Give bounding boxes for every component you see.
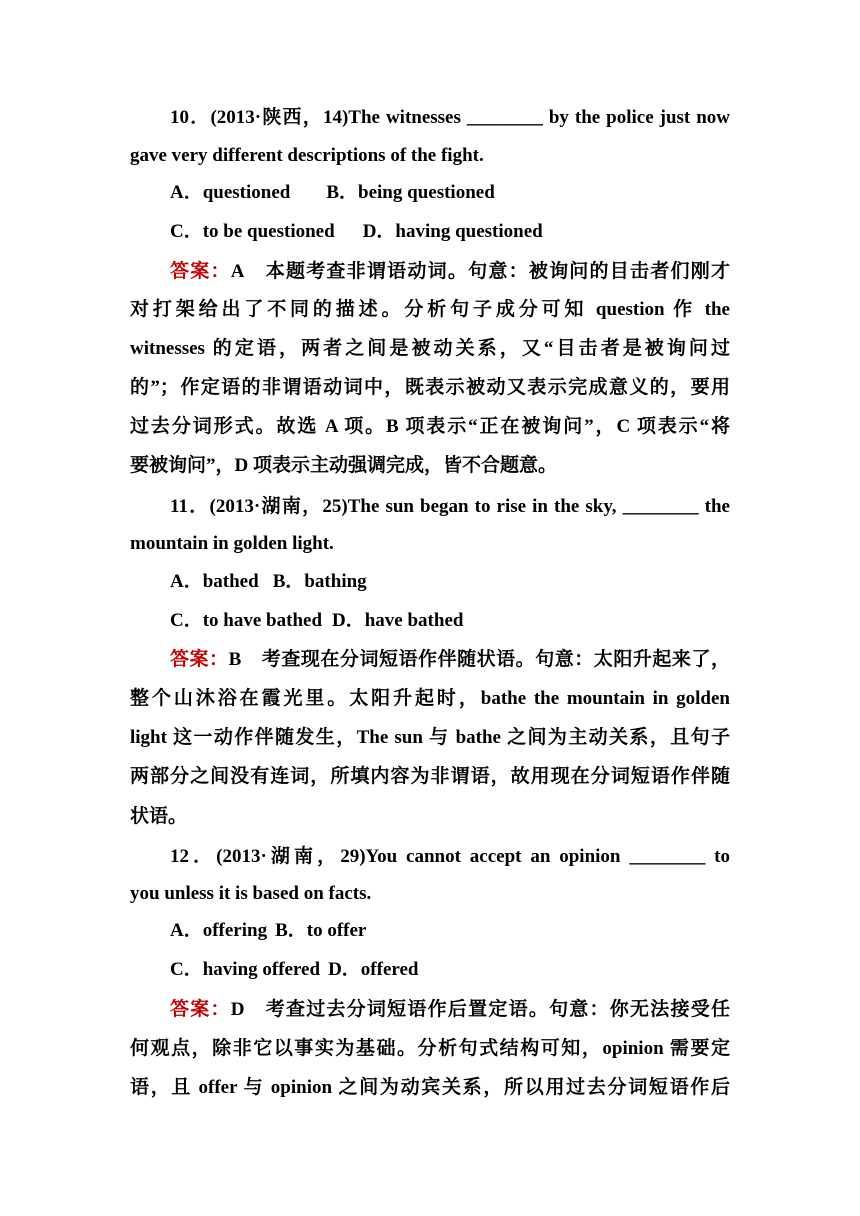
question-11-stem-line-1: 11．(2013·湖南，25)The sun began to rise in the sky, ________ the	[170, 496, 730, 517]
question-10-options-ab	[170, 180, 730, 206]
option-a: A．offering	[170, 920, 268, 941]
answer-label: 答案：	[170, 649, 229, 670]
question-10-stem-line-2: gave very different descriptions of the fight.	[130, 145, 484, 166]
question-11-explanation-line: 整个山沐浴在霞光里。太阳升起时，bathe the mountain in golden	[130, 688, 730, 709]
explanation-text: 本题考查非谓语动词。句意：被询问的目击者们刚才	[264, 261, 730, 282]
option-b: B．to offer	[275, 920, 367, 941]
question-10-stem-line-1: 10．(2013·陕西，14)The witnesses ________ by the police just now	[170, 107, 730, 128]
answer-letter: A	[230, 261, 245, 282]
question-12-stem-line-1: 12．(2013·湖南，29)You cannot accept an opinion ________ to	[170, 846, 730, 867]
question-11-options-cd	[170, 608, 730, 634]
option-a: A．questioned	[170, 182, 291, 203]
answer-label: 答案：	[170, 261, 231, 282]
option-b: B．bathing	[272, 571, 367, 592]
explanation-text: 考查现在分词短语作伴随状语。句意：太阳升起来了，	[261, 649, 730, 670]
question-12-explanation-line: 何观点，除非它以事实为基础。分析句式结构可知，opinion 需要定	[130, 1038, 730, 1059]
option-d: D．having questioned	[362, 221, 543, 242]
question-11-answer-line-1	[170, 647, 730, 673]
option-d: D．have bathed	[332, 610, 464, 631]
answer-letter: B	[228, 649, 242, 670]
question-11-options-ab	[170, 569, 730, 595]
question-11-explanation-line: 两部分之间没有连词，所填内容为非谓语，故用现在分词短语作伴随	[130, 766, 730, 787]
question-10-explanation-line: witnesses 的定语，两者之间是被动关系，又“目击者是被询问过	[130, 338, 730, 359]
option-d: D．offered	[328, 959, 419, 980]
option-c: C．to have bathed	[170, 610, 323, 631]
question-10-explanation-line: 过去分词形式。故选 A 项。B 项表示“正在被询问”，C 项表示“将	[130, 416, 730, 437]
question-10-explanation-line: 的”；作定语的非谓语动词中，既表示被动又表示完成意义的，要用	[130, 377, 730, 398]
question-12-answer-line-1	[170, 997, 730, 1023]
option-c: C．to be questioned	[170, 221, 335, 242]
question-10-options-cd	[170, 219, 730, 245]
option-c: C．having offered	[170, 959, 321, 980]
question-11-explanation-line: 状语。	[130, 806, 188, 827]
question-11-stem-line-2: mountain in golden light.	[130, 533, 334, 554]
question-12-stem-line-2: you unless it is based on facts.	[130, 883, 372, 904]
answer-letter: D	[230, 999, 245, 1020]
question-10-explanation-line: 对打架给出了不同的描述。分析句子成分可知 question 作 the	[130, 299, 730, 320]
question-12-options-ab	[170, 918, 730, 944]
question-12-options-cd	[170, 957, 730, 983]
question-11-explanation-line: light 这一动作伴随发生，The sun 与 bathe 之间为主动关系，且句子	[130, 727, 730, 748]
question-10-explanation-line: 要被询问”，D 项表示主动强调完成，皆不合题意。	[130, 455, 557, 476]
answer-label: 答案：	[170, 999, 231, 1020]
option-a: A．bathed	[170, 571, 259, 592]
question-10-answer-line-1	[170, 259, 730, 285]
explanation-text: 考查过去分词短语作后置定语。句意：你无法接受任	[264, 999, 730, 1020]
option-b: B．being questioned	[326, 182, 495, 203]
question-12-explanation-line: 语，且 offer 与 opinion 之间为动宾关系，所以用过去分词短语作后	[130, 1077, 730, 1098]
